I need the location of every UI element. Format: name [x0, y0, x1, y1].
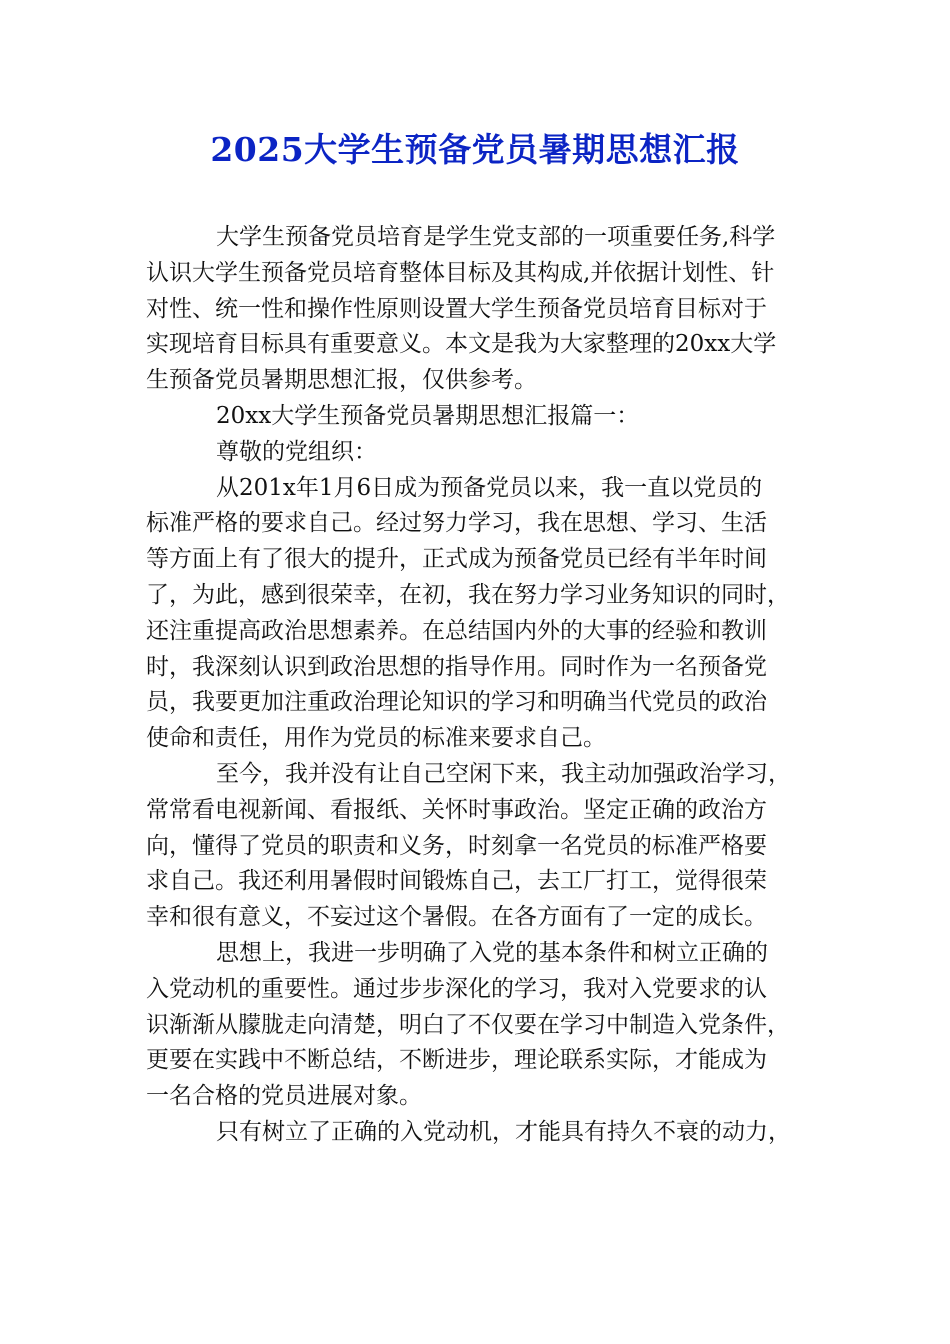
- document-title: 2025大学生预备党员暑期思想汇报: [210, 130, 740, 169]
- paragraph-body-4: 只有树立了正确的入党动机，才能具有持久不衰的动力，: [216, 1118, 791, 1145]
- paragraph-body-1: 从201x年1月6日成为预备党员以来，我一直以党员的 标准严格的要求自己。经过努力学习，我在思想、学习、生活 等方面上有了很大的提升，正式成为预备党员已经有半年时间 了，为此，感到很荣幸，在初，我在努力学习业务知识的同时， 还注重提高政治思想素养。在总结国内外的大事的经验和教训 时，我深刻认识到政治思想的指导作用。同时作为一名预备党 员，我要更加注重政治理论知识的学习和明确当代党员的政治 使命和责任，用作为党员的标准来要求自己。: [146, 474, 790, 752]
- paragraph-body-3: 思想上，我进一步明确了入党的基本条件和树立正确的 入党动机的重要性。通过步步深化的学习，我对入党要求的认 识渐渐从朦胧走向清楚，明白了不仅要在学习中制造入党条件， 更要在实践中不断总结，不断进步，理论联系实际，才能成为 一名合格的党员进展对象。: [146, 939, 790, 1110]
- paragraph-salutation: 尊敬的党组织：: [216, 438, 377, 465]
- paragraph-body-2: 至今，我并没有让自己空闲下来，我主动加强政治学习， 常常看电视新闻、看报纸、关怀时事政治。坚定正确的政治方 向，懂得了党员的职责和义务，时刻拿一名党员的标准严格要 求自己。我还利用暑假时间锻炼自己，去工厂打工，觉得很荣 幸和很有意义，不妄过这个暑假。在各方面有了一定的成长。: [146, 760, 791, 931]
- document-body: [146, 220, 802, 1151]
- paragraph-section-heading: 20xx大学生预备党员暑期思想汇报篇一：: [216, 402, 640, 429]
- paragraph-intro: 大学生预备党员培育是学生党支部的一项重要任务,科学 认识大学生预备党员培育整体目标及其构成,并依据计划性、针 对性、统一性和操作性原则设置大学生预备党员培育目标对于 实现培育目标具有重要意义。本文是我为大家整理的20xx大学 生预备党员暑期思想汇报，仅供参考。: [146, 224, 777, 394]
